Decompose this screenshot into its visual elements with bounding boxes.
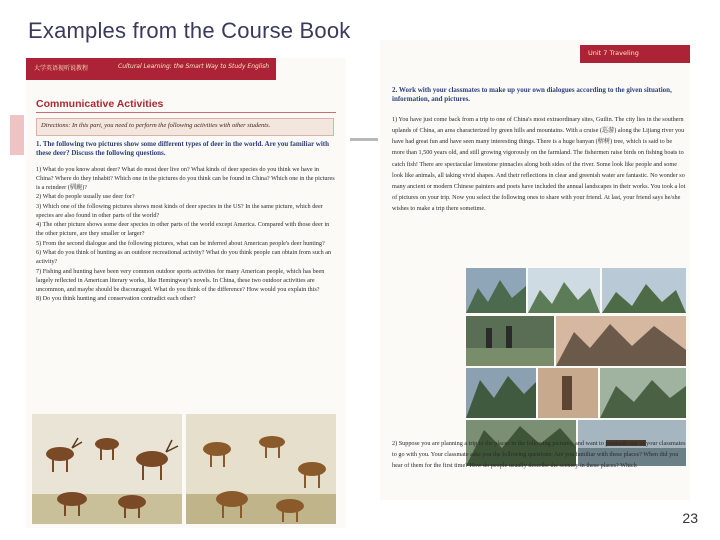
question-item: 1) What do you know about deer? What do most deer live on? What kinds of deer species do you think we have in China? Where do they inhabit? Which one in the pictures do you think can be found in China? Which one in the pictures is a reindeer (驯鹿)? (36, 166, 335, 191)
book-banner (26, 58, 276, 80)
directions-box (36, 118, 334, 136)
banner-subtitle: Cultural Learning: the Smart Way to Study English (118, 63, 270, 70)
question-item: 7) Fishing and hunting have been very common outdoor sports activities for many American people, which has been largely reflected in American literary works, like Hemingway's novels. In China, these two outdoor activities are uncommon, and maybe should be discouraged. What do you think of the difference? How would you explain this? (36, 267, 325, 293)
question-item: 2) What do people usually use deer for? (36, 193, 135, 201)
question-item: 4) The other picture shows some deer species in other parts of the world except America. Compared with those deer in the other picture, are they smaller or larger? (36, 221, 330, 238)
question-item: 5) From the second dialogue and the following pictures, what can be inferred about American people's deer hunting? (36, 239, 325, 247)
unit-tab (580, 45, 690, 63)
guilin-paragraph: 1) You have just come back from a trip to one of China's most extraordinary sites, Guilin. The city lies in the southern uplands of China, an area characterized by green hills and mountains. With a cruise (巡游) along the Lijiang river you have had great fun and have seen many interesting things. There is a huge banyan (榕树) tree, which is said to be more than 1,500 years old, and still growing vigorously on the farmland. The fishermen raise birds on fishing boats to catch fish! There are spectacular limestone pinnacles along both sides of the river. Some look like people and some look like animals, all taking vivid shapes. And their reflections in clear and greenish water are fantastic. No wonder so many ancient or modern Chinese painters and poets have included the annual landscapes in their works. You took a lot of pictures on your trip. Now you select the following ones to share with your friend. At last, your friend says he/she wishes to make a trip there sometime. (392, 116, 686, 213)
question-item: 3) Which one of the following pictures shows most kinds of deer species in the US? In the same picture, which deer species are also found in other parts of the world? (36, 202, 323, 219)
directions-text: Directions: In this part, you need to perform the following activities with other students. (41, 122, 271, 129)
deer-photo-collage (32, 414, 336, 524)
scan-edge-decoration (10, 115, 24, 155)
question-list (36, 166, 336, 305)
heading-divider (36, 112, 336, 113)
slide-title: Examples from the Course Book (28, 18, 351, 43)
question-item: 8) Do you think hunting and conservation contradict each other? (36, 295, 196, 303)
page-number: 23 (682, 510, 698, 526)
task2-heading: 2. Work with your classmates to make up your own dialogues according to the given situation, information, and pictures. (392, 86, 672, 104)
question-item: 6) What do you think of hunting as an outdoor recreational activity? What do you think people can obtain from such an activity? (36, 249, 332, 266)
section-heading: Communicative Activities (36, 98, 164, 110)
banner-series-title: 大学英语视听说教程 (34, 65, 89, 72)
left-book-page (26, 58, 346, 528)
unit-tab-label: Unit 7 Traveling (588, 49, 639, 57)
planning-trip-paragraph: 2) Suppose you are planning a trip to the places in the following pictures, and want to persuade one of your classmates to go with you. Your classmate asks you the following questions: Are you familiar with these places? When did you hear of them for the first time? How do people usually describe the scenery in these places? Which (392, 440, 686, 470)
right-book-page (380, 40, 690, 500)
task1-heading: 1. The following two pictures show some different types of deer in the world. Are you familiar with these deer? Discuss the following questions. (36, 140, 330, 158)
scan-edge-decoration (350, 138, 378, 141)
